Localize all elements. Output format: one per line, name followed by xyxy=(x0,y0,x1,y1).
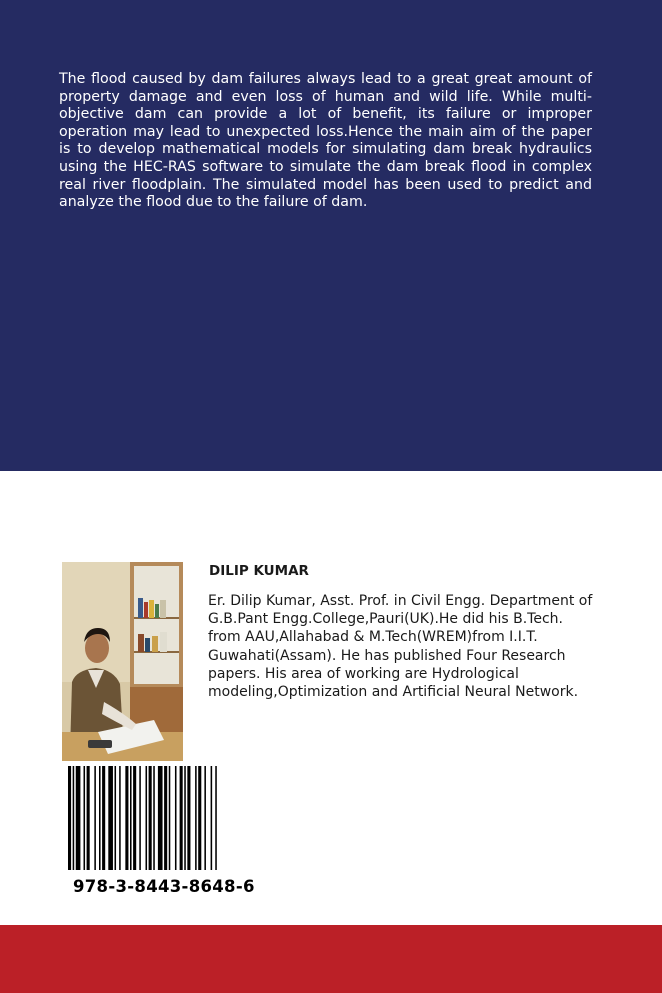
barcode-bar xyxy=(94,766,96,870)
book-blurb: The flood caused by dam failures always lead to a great great amount of property damage and even loss of human and wild life. While multi-objective dam can provide a lot of benefit, its failure or improper operation may lead to unexpected loss.Hence the main aim of the paper is to develop mathematical models for simulating dam break hydraulics using the HEC-RAS software to simulate the dam break flood in complex real river floodplain. The simulated model has been used to predict and analyze the flood due to the failure of dam. xyxy=(59,71,592,211)
barcode-bar xyxy=(211,766,213,870)
barcode-bar xyxy=(198,766,201,870)
barcode-bar xyxy=(180,766,183,870)
barcode-bar xyxy=(146,766,148,870)
barcode-bar xyxy=(164,766,167,870)
isbn-barcode xyxy=(66,766,264,870)
barcode-bar xyxy=(130,766,132,870)
barcode-bar xyxy=(102,766,105,870)
barcode-bar xyxy=(175,766,177,870)
barcode-bar xyxy=(133,766,136,870)
barcode-bar xyxy=(119,766,121,870)
author-bio: Er. Dilip Kumar, Asst. Prof. in Civil Engg. Department of G.B.Pant Engg.College,Pauri(UK).He did his B.Tech. from AAU,Allahabad & M.Tech(WREM)from I.I.T. Guwahati(Assam). He has published Four Research papers. His area of working are Hydrological modeling,Optimization and Artificial Neural Network. xyxy=(208,593,593,701)
bottom-color-band xyxy=(0,925,662,993)
top-panel xyxy=(0,0,662,471)
barcode-bar xyxy=(158,766,163,870)
barcode-bar xyxy=(169,766,171,870)
barcode-bar xyxy=(149,766,152,870)
barcode-bar xyxy=(215,766,217,870)
barcode-bar xyxy=(99,766,101,870)
barcode-bar xyxy=(84,766,86,870)
barcode-bar xyxy=(204,766,206,870)
barcode-bar xyxy=(184,766,186,870)
barcode-bar xyxy=(187,766,190,870)
barcode-bar xyxy=(195,766,197,870)
author-photo-illustration xyxy=(62,562,183,761)
barcode-bar xyxy=(139,766,141,870)
barcode-bar xyxy=(108,766,113,870)
barcode-bar xyxy=(73,766,75,870)
barcode-bar xyxy=(76,766,81,870)
barcode-bar xyxy=(153,766,155,870)
isbn-number: 978-3-8443-8648-6 xyxy=(73,877,255,896)
barcode-bar xyxy=(87,766,90,870)
barcode-bar xyxy=(125,766,128,870)
barcode-bar xyxy=(68,766,71,870)
author-name: DILIP KUMAR xyxy=(209,563,309,579)
barcode-bar xyxy=(115,766,117,870)
author-photo xyxy=(62,562,183,761)
